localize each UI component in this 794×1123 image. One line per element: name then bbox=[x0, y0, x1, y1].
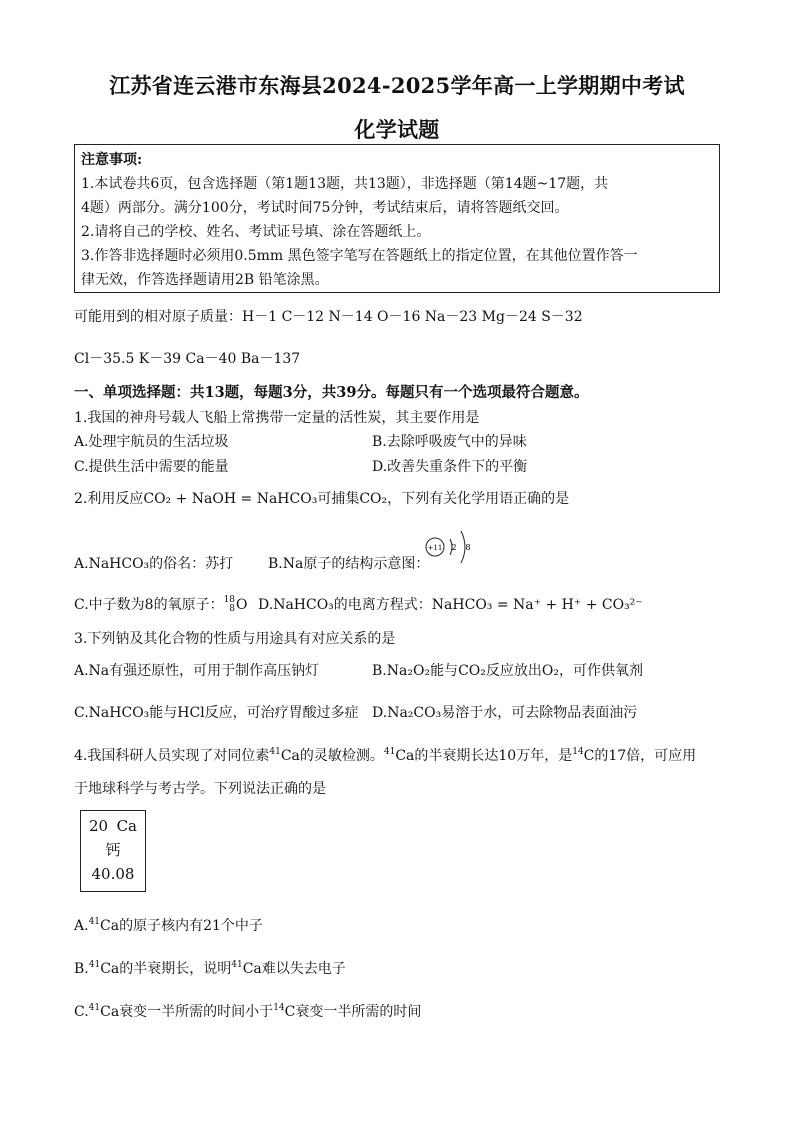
q2-option-a bbox=[74, 553, 233, 573]
q2-option-c bbox=[74, 594, 248, 614]
q3-c-formula: NaHCO₃ bbox=[88, 705, 150, 721]
q4-stem-sup-41b: 41 bbox=[383, 747, 396, 757]
q4-b-text-2: Ca难以失去电子 bbox=[242, 961, 346, 977]
q4-stem-text-1: 4.我国科研人员实现了对同位素 bbox=[74, 748, 270, 764]
electron-shell-2 bbox=[461, 531, 465, 563]
q4-option-b bbox=[74, 958, 346, 978]
atomic-masses-line-2: Cl－35.5 K－39 Ca－40 Ba－137 bbox=[74, 351, 301, 367]
q2-stem-pre: 2.利用反应 bbox=[74, 491, 144, 507]
notice-line-1: 1.本试卷共6页，包含选择题（第1题13题，共13题），非选择题（第14题~17题，共 bbox=[81, 176, 609, 192]
q2-stem-mid: 可捕集 bbox=[317, 491, 360, 507]
q3-option-a: A.Na有强还原性，可用于制作高压钠灯 bbox=[74, 663, 320, 679]
atomic-masses-line-1: 可能用到的相对原子质量：H－1 C－12 N－14 O－16 Na－23 Mg－24 S－32 bbox=[74, 309, 583, 325]
q4-c-label: C. bbox=[74, 1004, 89, 1020]
q3-d-label: D. bbox=[372, 705, 388, 721]
q4-stem-line-2: 于地球科学与考古学。下列说法正确的是 bbox=[74, 781, 326, 797]
q4-b-sup-41a: 41 bbox=[88, 960, 101, 970]
q4-stem-line-1 bbox=[74, 745, 696, 765]
q2-c-proton-number: 8 bbox=[229, 604, 236, 614]
q4-c-sup-14: 14 bbox=[273, 1003, 285, 1013]
q4-c-sup-41: 41 bbox=[88, 1003, 101, 1013]
q2-d-formula: NaHCO₃ bbox=[273, 597, 334, 613]
q4-stem-text-2: Ca的灵敏检测。 bbox=[280, 748, 384, 764]
notice-line-2: 4题）两部分。满分100分，考试时间75分钟，考试结束后，请将答题纸交回。 bbox=[81, 200, 569, 216]
element-atomic-number: 20 bbox=[89, 817, 109, 835]
q2-c-nuclide-numbers bbox=[224, 596, 235, 614]
q2-stem bbox=[74, 488, 569, 508]
exam-title: 江苏省连云港市东海县2024-2025学年高一上学期期中考试 bbox=[109, 73, 685, 98]
q2-d-equation: NaHCO₃ = Na⁺ + H⁺ + CO₃²⁻ bbox=[431, 597, 643, 613]
notice-heading: 注意事项: bbox=[81, 152, 143, 168]
q2-a-formula: NaHCO₃ bbox=[88, 556, 150, 572]
q2-d-label: D. bbox=[258, 597, 274, 613]
q4-c-text-2: C衰变一半所需的时间 bbox=[284, 1004, 422, 1020]
q2-a-label: A. bbox=[74, 556, 89, 572]
notice-box bbox=[74, 144, 720, 293]
q3-d-text: 易溶于水，可去除物品表面油污 bbox=[441, 705, 638, 721]
sodium-atom-diagram bbox=[423, 527, 475, 567]
q4-a-text: Ca的原子核内有21个中子 bbox=[100, 918, 263, 934]
q1-option-a: A.处理宇航员的生活垃圾 bbox=[74, 434, 229, 450]
q2-a-text: 的俗名：苏打 bbox=[149, 556, 234, 572]
q4-option-a bbox=[74, 915, 263, 935]
q4-stem-sup-41a: 41 bbox=[269, 747, 281, 757]
q3-b-text-1: 能与 bbox=[430, 663, 459, 679]
section-heading: 一、单项选择题：共13题，每题3分，共39分。每题只有一个选项最符合题意。 bbox=[74, 384, 589, 401]
q3-b-formula-3: O₂ bbox=[541, 663, 559, 679]
notice-line-4: 3.作答非选择题时必须用0.5mm 黑色签字笔写在答题纸上的指定位置，在其他位置作答一 bbox=[81, 248, 638, 264]
q3-b-text-3: ，可作供氧剂 bbox=[558, 663, 643, 679]
q4-a-sup-41: 41 bbox=[88, 917, 101, 927]
shell-1-electrons: 2 bbox=[451, 543, 457, 552]
exam-subtitle: 化学试题 bbox=[354, 117, 440, 142]
q3-b-label: B. bbox=[372, 663, 387, 679]
q4-c-text-1: Ca衰变一半所需的时间小于 bbox=[100, 1004, 274, 1020]
q4-stem-text-3: Ca的半衰期长达10万年，是 bbox=[395, 748, 573, 764]
element-symbol: Ca bbox=[116, 817, 137, 835]
q4-a-label: A. bbox=[74, 918, 89, 934]
q3-b-formula-1: Na₂O₂ bbox=[386, 663, 431, 679]
q2-stem-post: ，下列有关化学用语正确的是 bbox=[387, 491, 570, 507]
q3-d-formula: Na₂CO₃ bbox=[387, 705, 442, 721]
q2-stem-co2: CO₂ bbox=[359, 491, 388, 507]
q3-b-formula-2: CO₂ bbox=[458, 663, 486, 679]
nucleus-charge: +11 bbox=[427, 544, 443, 552]
q3-stem: 3.下列钠及其化合物的性质与用途具有对应关系的是 bbox=[74, 631, 396, 647]
element-atomic-mass: 40.08 bbox=[91, 865, 135, 883]
q3-option-b bbox=[372, 660, 643, 680]
q4-stem-text-4: C的17倍，可应用 bbox=[583, 748, 697, 764]
q2-c-symbol: O bbox=[236, 597, 248, 613]
element-name: 钙 bbox=[105, 841, 121, 859]
q2-c-mass-number: 18 bbox=[223, 595, 236, 605]
q1-option-c: C.提供生活中需要的能量 bbox=[74, 459, 229, 475]
q3-b-text-2: 反应放出 bbox=[485, 663, 542, 679]
q2-option-b: B.Na原子的结构示意图： bbox=[268, 556, 430, 572]
q1-option-b: B.去除呼吸废气中的异味 bbox=[372, 434, 527, 450]
notice-line-3: 2.请将自己的学校、姓名、考试证号填、涂在答题纸上。 bbox=[81, 224, 431, 240]
q4-option-c bbox=[74, 1001, 421, 1021]
q2-stem-equation: CO₂ + NaOH = NaHCO₃ bbox=[143, 491, 318, 507]
q3-c-text: 能与HCl反应，可治疗胃酸过多症 bbox=[149, 705, 359, 721]
q3-c-label: C. bbox=[74, 705, 89, 721]
q3-option-c bbox=[74, 702, 359, 722]
q1-stem: 1.我国的神舟号载人飞船上常携带一定量的活性炭，其主要作用是 bbox=[74, 410, 480, 426]
q4-stem-sup-14: 14 bbox=[572, 747, 584, 757]
q3-option-d bbox=[372, 702, 637, 722]
calcium-element-card bbox=[80, 810, 146, 892]
notice-line-5: 律无效，作答选择题请用2B 铅笔涂黑。 bbox=[81, 272, 329, 288]
shell-2-electrons: 8 bbox=[465, 543, 471, 552]
q4-b-text-1: Ca的半衰期长，说明 bbox=[100, 961, 232, 977]
q2-d-text: 的电离方程式： bbox=[333, 597, 432, 613]
q4-b-label: B. bbox=[74, 961, 89, 977]
q2-option-d bbox=[258, 594, 643, 614]
q2-c-text: C.中子数为8的氧原子： bbox=[74, 597, 224, 613]
q1-option-d: D.改善失重条件下的平衡 bbox=[372, 459, 528, 475]
q4-b-sup-41b: 41 bbox=[231, 960, 243, 970]
